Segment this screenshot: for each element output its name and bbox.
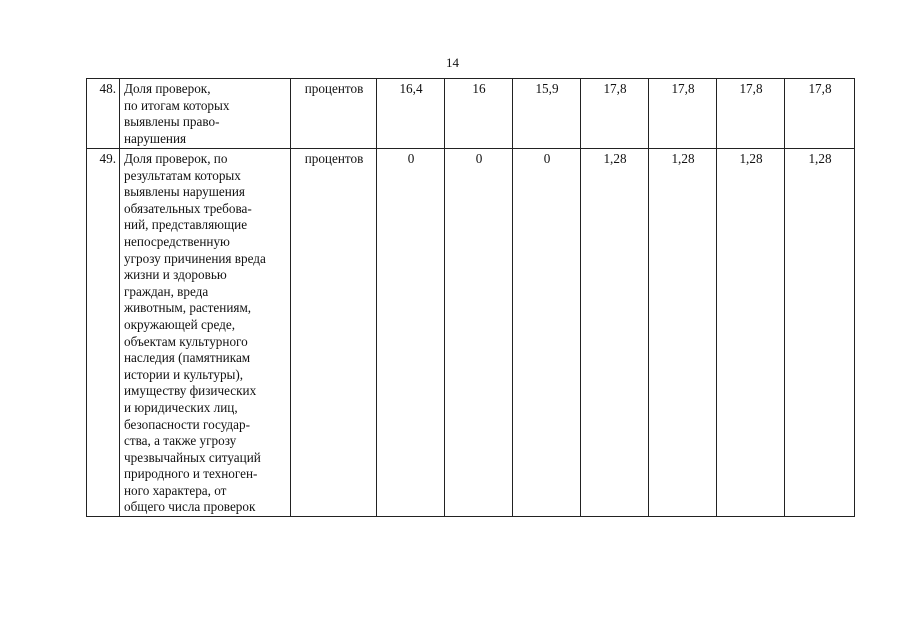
label-line: граждан, вреда <box>124 283 209 299</box>
label-line: нарушения <box>124 130 187 146</box>
indicators-table <box>86 78 855 517</box>
label-line: наследия (памятникам <box>124 350 251 366</box>
label-line: Доля проверок, по <box>124 151 228 166</box>
value-cell: 0 <box>377 149 445 517</box>
label-line: безопасности государ- <box>124 416 250 432</box>
unit-cell: процентов <box>291 79 377 149</box>
label-line: результатам которых <box>124 167 241 183</box>
value-cell: 17,8 <box>717 79 785 149</box>
value-cell: 16 <box>445 79 513 149</box>
label-line: выявлены нарушения <box>124 184 245 200</box>
row-number: 48. <box>87 79 120 149</box>
label-line: ний, представляющие <box>124 217 248 233</box>
value-cell: 17,8 <box>785 79 855 149</box>
value-cell: 1,28 <box>785 149 855 517</box>
label-line: непосредственную <box>124 233 230 249</box>
value-cell: 1,28 <box>717 149 785 517</box>
label-line: ного характера, от <box>124 482 227 498</box>
table-row <box>87 149 855 517</box>
label-line: выявлены право- <box>124 114 220 130</box>
label-line: объектам культурного <box>124 333 248 349</box>
label-line: общего числа проверок <box>124 499 256 515</box>
row-number: 49. <box>87 149 120 517</box>
label-line: чрезвычайных ситуаций <box>124 449 261 465</box>
page-number: 14 <box>446 55 459 70</box>
label-line: жизни и здоровью <box>124 267 227 283</box>
label-line: угрозу причинения вреда <box>124 250 266 266</box>
value-cell: 1,28 <box>649 149 717 517</box>
indicator-label <box>120 79 291 149</box>
label-line: природного и техноген- <box>124 466 258 482</box>
label-line: имуществу физических <box>124 383 257 399</box>
value-cell: 17,8 <box>581 79 649 149</box>
value-cell: 15,9 <box>513 79 581 149</box>
label-line: окружающей среде, <box>124 316 236 332</box>
label-line: по итогам которых <box>124 97 230 113</box>
label-line: Доля проверок, <box>124 81 211 96</box>
value-cell: 17,8 <box>649 79 717 149</box>
label-line: животным, растениям, <box>124 300 252 316</box>
value-cell: 16,4 <box>377 79 445 149</box>
value-cell: 0 <box>513 149 581 517</box>
label-line: и юридических лиц, <box>124 399 238 415</box>
indicator-label <box>120 149 291 517</box>
label-line: обязательных требова- <box>124 200 252 216</box>
value-cell: 0 <box>445 149 513 517</box>
label-line: ства, а также угрозу <box>124 433 237 449</box>
unit-cell: процентов <box>291 149 377 517</box>
label-line: истории и культуры), <box>124 366 244 382</box>
value-cell: 1,28 <box>581 149 649 517</box>
table-row <box>87 79 855 149</box>
